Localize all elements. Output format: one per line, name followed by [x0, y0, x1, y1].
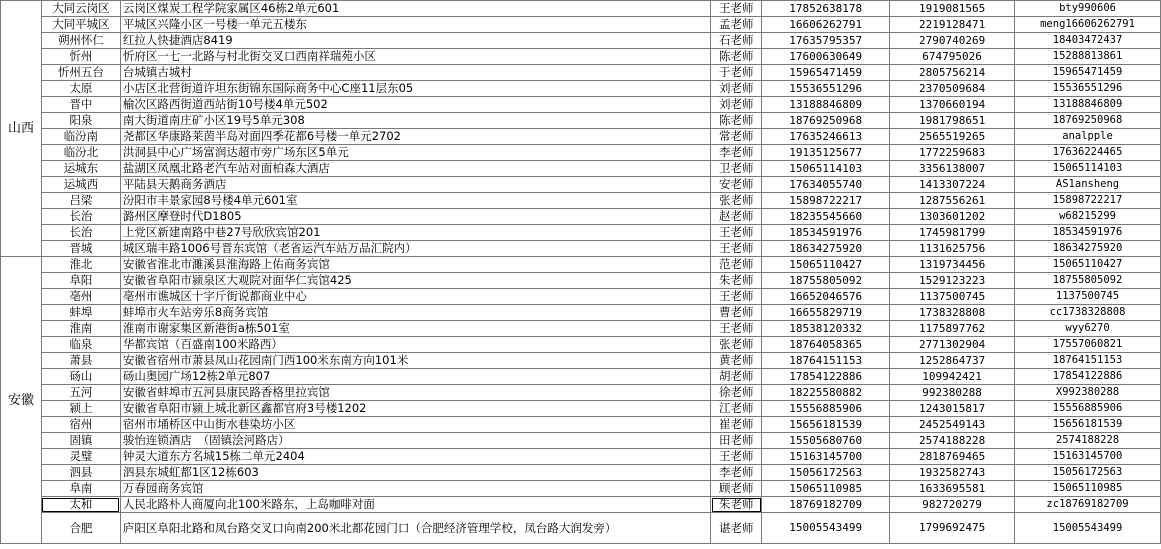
teacher-cell[interactable]: 于老师 [711, 65, 762, 81]
account-cell[interactable]: 18634275920 [1015, 241, 1161, 257]
teacher-cell[interactable]: 张老师 [711, 337, 762, 353]
table-row [1, 385, 1161, 401]
account-cell[interactable]: analpple [1015, 129, 1161, 145]
table-row [1, 97, 1161, 113]
city-cell[interactable]: 大同云岗区 [41, 1, 120, 17]
phone-cell[interactable]: 15898722217 [762, 193, 890, 209]
address-cell[interactable]: 尧都区华康路莱茵半岛对面四季花都6号楼一单元2702 [120, 129, 710, 145]
city-cell[interactable]: 宿州 [41, 417, 120, 433]
table-row [1, 113, 1161, 129]
account-cell[interactable]: 15656181539 [1015, 417, 1161, 433]
city-cell[interactable]: 忻州 [41, 49, 120, 65]
address-cell[interactable]: 安徽省蚌埠市五河县康民路香格里拉宾馆 [120, 385, 710, 401]
teacher-cell[interactable]: 谌老师 [711, 513, 762, 544]
qq-cell[interactable]: 2574188228 [890, 433, 1015, 449]
table-row [1, 177, 1161, 193]
city-cell[interactable]: 灵璧 [41, 449, 120, 465]
province-cell[interactable]: 山西 [1, 1, 42, 257]
table-row [1, 49, 1161, 65]
phone-cell[interactable]: 18538120332 [762, 321, 890, 337]
address-cell[interactable]: 亳州市谯城区十字斤街说都商业中心 [120, 289, 710, 305]
account-cell[interactable]: 15065110427 [1015, 257, 1161, 273]
city-cell[interactable]: 五河 [41, 385, 120, 401]
city-cell[interactable]: 临泉 [41, 337, 120, 353]
phone-cell[interactable]: 17634055740 [762, 177, 890, 193]
qq-cell[interactable]: 1919081565 [890, 1, 1015, 17]
phone-cell[interactable]: 18764151153 [762, 353, 890, 369]
teacher-cell[interactable]: 王老师 [711, 289, 762, 305]
account-cell[interactable]: 15065114103 [1015, 161, 1161, 177]
phone-cell[interactable]: 17635246613 [762, 129, 890, 145]
address-cell[interactable]: 台城镇古城村 [120, 65, 710, 81]
city-cell[interactable]: 晋城 [41, 241, 120, 257]
qq-cell[interactable]: 1131625756 [890, 241, 1015, 257]
city-cell[interactable]: 亳州 [41, 289, 120, 305]
teacher-cell[interactable]: 刘老师 [711, 81, 762, 97]
table-row [1, 161, 1161, 177]
address-cell[interactable]: 潞州区摩登时代D1805 [120, 209, 710, 225]
teacher-cell[interactable]: 胡老师 [711, 369, 762, 385]
qq-cell[interactable]: 674795026 [890, 49, 1015, 65]
city-cell[interactable]: 阜阳 [41, 273, 120, 289]
phone-cell[interactable]: 17852638178 [762, 1, 890, 17]
table-row [1, 401, 1161, 417]
account-cell[interactable]: bty990606 [1015, 1, 1161, 17]
address-cell[interactable]: 平城区兴隆小区一号楼一单元五楼东 [120, 17, 710, 33]
city-cell[interactable]: 长治 [41, 225, 120, 241]
phone-cell[interactable]: 16652046576 [762, 289, 890, 305]
table-row [1, 129, 1161, 145]
phone-cell[interactable]: 15656181539 [762, 417, 890, 433]
qq-cell[interactable]: 1319734456 [890, 257, 1015, 273]
phone-cell[interactable]: 17600630649 [762, 49, 890, 65]
teacher-cell[interactable]: 李老师 [711, 145, 762, 161]
account-cell[interactable]: w68215299 [1015, 209, 1161, 225]
account-cell[interactable]: 17557060821 [1015, 337, 1161, 353]
qq-cell[interactable]: 1287556261 [890, 193, 1015, 209]
city-cell[interactable]: 晋中 [41, 97, 120, 113]
account-cell[interactable]: 18764151153 [1015, 353, 1161, 369]
account-cell[interactable]: cc1738328808 [1015, 305, 1161, 321]
account-cell[interactable]: 15898722217 [1015, 193, 1161, 209]
teacher-cell[interactable]: 卫老师 [711, 161, 762, 177]
account-cell[interactable]: 18769250968 [1015, 113, 1161, 129]
qq-cell[interactable]: 109942421 [890, 369, 1015, 385]
table-row [1, 273, 1161, 289]
teacher-cell[interactable]: 范老师 [711, 257, 762, 273]
address-cell[interactable]: 华都宾馆（百盛南100米路西） [120, 337, 710, 353]
city-cell[interactable]: 太原 [41, 81, 120, 97]
table-row [1, 145, 1161, 161]
phone-cell[interactable]: 18225580882 [762, 385, 890, 401]
qq-cell[interactable]: 1243015817 [890, 401, 1015, 417]
phone-cell[interactable]: 15065110985 [762, 481, 890, 497]
teacher-cell[interactable]: 张老师 [711, 193, 762, 209]
city-cell[interactable]: 临汾北 [41, 145, 120, 161]
account-cell[interactable]: 17636224465 [1015, 145, 1161, 161]
qq-cell[interactable]: 1303601202 [890, 209, 1015, 225]
qq-cell[interactable]: 1738328808 [890, 305, 1015, 321]
teacher-cell[interactable]: 田老师 [711, 433, 762, 449]
teacher-cell[interactable]: 朱老师 [711, 497, 762, 513]
phone-cell[interactable]: 15005543499 [762, 513, 890, 544]
account-cell[interactable]: 1137500745 [1015, 289, 1161, 305]
account-cell[interactable]: 18403472437 [1015, 33, 1161, 49]
teacher-cell[interactable]: 崔老师 [711, 417, 762, 433]
table-row [1, 289, 1161, 305]
account-cell[interactable]: AS1ansheng [1015, 177, 1161, 193]
city-cell[interactable]: 运城西 [41, 177, 120, 193]
qq-cell[interactable]: 1799692475 [890, 513, 1015, 544]
teacher-cell[interactable]: 王老师 [711, 225, 762, 241]
address-cell[interactable]: 钟灵大道东方名城15栋二单元2404 [120, 449, 710, 465]
address-cell[interactable]: 淮南市谢家集区新港街a栋501室 [120, 321, 710, 337]
teacher-cell[interactable]: 常老师 [711, 129, 762, 145]
address-cell[interactable]: 安徽省阜阳市颍上城北新区鑫都官府3号楼1202 [120, 401, 710, 417]
address-cell[interactable]: 骏怡连锁酒店 （固镇浍河路店） [120, 433, 710, 449]
table-row [1, 481, 1161, 497]
qq-cell[interactable]: 3356138007 [890, 161, 1015, 177]
table-row [1, 241, 1161, 257]
account-cell[interactable]: 15965471459 [1015, 65, 1161, 81]
phone-cell[interactable]: 15163145700 [762, 449, 890, 465]
qq-cell[interactable]: 1370660194 [890, 97, 1015, 113]
teacher-cell[interactable]: 徐老师 [711, 385, 762, 401]
qq-cell[interactable]: 1745981799 [890, 225, 1015, 241]
city-cell[interactable]: 合肥 [41, 513, 120, 544]
city-cell[interactable]: 泗县 [41, 465, 120, 481]
teacher-cell[interactable]: 安老师 [711, 177, 762, 193]
address-cell[interactable]: 砀山奥园广场12栋2单元807 [120, 369, 710, 385]
city-cell[interactable]: 太和 [41, 497, 120, 513]
account-cell[interactable]: 15536551296 [1015, 81, 1161, 97]
account-cell[interactable]: zc18769182709 [1015, 497, 1161, 513]
account-cell[interactable]: 15556885906 [1015, 401, 1161, 417]
teacher-cell[interactable]: 陈老师 [711, 113, 762, 129]
table-row [1, 449, 1161, 465]
city-cell[interactable]: 萧县 [41, 353, 120, 369]
table-row [1, 33, 1161, 49]
address-cell[interactable]: 平陆县天鹅商务酒店 [120, 177, 710, 193]
city-cell[interactable]: 蚌埠 [41, 305, 120, 321]
qq-cell[interactable]: 2219128471 [890, 17, 1015, 33]
phone-cell[interactable]: 18534591976 [762, 225, 890, 241]
qq-cell[interactable]: 1981798651 [890, 113, 1015, 129]
teacher-cell[interactable]: 顾老师 [711, 481, 762, 497]
table-row [1, 337, 1161, 353]
account-cell[interactable]: 18755805092 [1015, 273, 1161, 289]
qq-cell[interactable]: 1932582743 [890, 465, 1015, 481]
phone-cell[interactable]: 16606262791 [762, 17, 890, 33]
phone-cell[interactable]: 16655829719 [762, 305, 890, 321]
address-cell[interactable]: 庐阳区阜阳北路和凤台路交叉口向南200米北都花园门口（合肥经济管理学校，凤台路大润发旁） [120, 513, 710, 544]
phone-cell[interactable]: 15536551296 [762, 81, 890, 97]
table-row [1, 257, 1161, 273]
phone-cell[interactable]: 18764058365 [762, 337, 890, 353]
table-row [1, 369, 1161, 385]
phone-cell[interactable]: 19135125677 [762, 145, 890, 161]
phone-cell[interactable]: 18769250968 [762, 113, 890, 129]
phone-cell[interactable]: 15056172563 [762, 465, 890, 481]
city-cell[interactable]: 朔州怀仁 [41, 33, 120, 49]
city-cell[interactable]: 长治 [41, 209, 120, 225]
qq-cell[interactable]: 2565519265 [890, 129, 1015, 145]
address-cell[interactable]: 泗县东城虹都1区12栋603 [120, 465, 710, 481]
qq-cell[interactable]: 2370509684 [890, 81, 1015, 97]
teacher-cell[interactable]: 石老师 [711, 33, 762, 49]
teacher-cell[interactable]: 朱老师 [711, 273, 762, 289]
teacher-cell[interactable]: 孟老师 [711, 17, 762, 33]
account-cell[interactable]: 15163145700 [1015, 449, 1161, 465]
table-row [1, 1, 1161, 17]
city-cell[interactable]: 阜南 [41, 481, 120, 497]
address-cell[interactable]: 云岗区煤炭工程学院家属区46栋2单元601 [120, 1, 710, 17]
table-row [1, 193, 1161, 209]
address-cell[interactable]: 上党区新建南路中巷27号欣欣宾馆201 [120, 225, 710, 241]
table-row [1, 225, 1161, 241]
table-row [1, 433, 1161, 449]
teacher-cell[interactable]: 李老师 [711, 465, 762, 481]
qq-cell[interactable]: 1252864737 [890, 353, 1015, 369]
qq-cell[interactable]: 2818769465 [890, 449, 1015, 465]
account-cell[interactable]: 2574188228 [1015, 433, 1161, 449]
table-row [1, 17, 1161, 33]
city-cell[interactable]: 砀山 [41, 369, 120, 385]
table-row [1, 81, 1161, 97]
address-cell[interactable]: 汾阳市丰景家园8号楼4单元601室 [120, 193, 710, 209]
address-cell[interactable]: 小店区北营街道许坦东街锦东国际商务中心C座11层东05 [120, 81, 710, 97]
table-row [1, 465, 1161, 481]
qq-cell[interactable]: 1137500745 [890, 289, 1015, 305]
address-cell[interactable]: 安徽省淮北市濉溪县淮海路上佑商务宾馆 [120, 257, 710, 273]
city-cell[interactable]: 固镇 [41, 433, 120, 449]
table-row [1, 353, 1161, 369]
teacher-cell[interactable]: 刘老师 [711, 97, 762, 113]
table-row [1, 209, 1161, 225]
qq-cell[interactable]: 2452549143 [890, 417, 1015, 433]
phone-cell[interactable]: 15556885906 [762, 401, 890, 417]
table-row [1, 65, 1161, 81]
address-cell[interactable]: 榆次区路西街道西站街10号楼4单元502 [120, 97, 710, 113]
address-cell[interactable]: 城区瑞丰路1006号晋东宾馆（老省运汽车站万品汇院内） [120, 241, 710, 257]
account-cell[interactable]: 18534591976 [1015, 225, 1161, 241]
address-cell[interactable]: 宿州市埇桥区中山街水巷染坊小区 [120, 417, 710, 433]
phone-cell[interactable]: 18755805092 [762, 273, 890, 289]
city-cell[interactable]: 大同平城区 [41, 17, 120, 33]
address-cell[interactable]: 蚌埠市火车站旁乐8商务宾馆 [120, 305, 710, 321]
address-cell[interactable]: 南大街道南庄矿小区19号5单元308 [120, 113, 710, 129]
address-cell[interactable]: 红拉人快捷酒店8419 [120, 33, 710, 49]
qq-cell[interactable]: 2771302904 [890, 337, 1015, 353]
table-row [1, 417, 1161, 433]
phone-cell[interactable]: 15065110427 [762, 257, 890, 273]
address-cell[interactable]: 洪洞县中心广场富润达超市旁广场东区5单元 [120, 145, 710, 161]
address-cell[interactable]: 忻府区一七一北路与村北街交叉口西南祥瑞苑小区 [120, 49, 710, 65]
city-cell[interactable]: 淮南 [41, 321, 120, 337]
address-cell[interactable]: 盐湖区凤凰北路老汽车站对面柏森大酒店 [120, 161, 710, 177]
city-cell[interactable]: 颍上 [41, 401, 120, 417]
qq-cell[interactable]: 1175897762 [890, 321, 1015, 337]
address-cell[interactable]: 人民北路朴人商厦向北100米路东，上岛咖啡对面 [120, 497, 710, 513]
account-cell[interactable]: meng16606262791 [1015, 17, 1161, 33]
teacher-cell[interactable]: 王老师 [711, 449, 762, 465]
teacher-cell[interactable]: 王老师 [711, 321, 762, 337]
qq-cell[interactable]: 1413307224 [890, 177, 1015, 193]
table-row [1, 321, 1161, 337]
teacher-cell[interactable]: 曹老师 [711, 305, 762, 321]
teacher-cell[interactable]: 江老师 [711, 401, 762, 417]
phone-cell[interactable]: 18769182709 [762, 497, 890, 513]
teacher-cell[interactable]: 赵老师 [711, 209, 762, 225]
qq-cell[interactable]: 2790740269 [890, 33, 1015, 49]
city-cell[interactable]: 淮北 [41, 257, 120, 273]
table-row [1, 497, 1161, 513]
teacher-cell[interactable]: 陈老师 [711, 49, 762, 65]
teacher-cell[interactable]: 王老师 [711, 1, 762, 17]
phone-cell[interactable]: 13188846809 [762, 97, 890, 113]
account-cell[interactable]: 15056172563 [1015, 465, 1161, 481]
city-cell[interactable]: 临汾南 [41, 129, 120, 145]
address-cell[interactable]: 安徽省阜阳市颍泉区大观院对面华仁宾馆425 [120, 273, 710, 289]
phone-cell[interactable]: 18235545660 [762, 209, 890, 225]
account-cell[interactable]: 15005543499 [1015, 513, 1161, 544]
province-cell[interactable]: 安徽 [1, 257, 42, 544]
account-cell[interactable]: wyy6270 [1015, 321, 1161, 337]
qq-cell[interactable]: 2805756214 [890, 65, 1015, 81]
city-cell[interactable]: 阳泉 [41, 113, 120, 129]
qq-cell[interactable]: 1529123223 [890, 273, 1015, 289]
phone-cell[interactable]: 17635795357 [762, 33, 890, 49]
account-cell[interactable]: 15065110985 [1015, 481, 1161, 497]
phone-cell[interactable]: 17854122886 [762, 369, 890, 385]
phone-cell[interactable]: 15965471459 [762, 65, 890, 81]
address-cell[interactable]: 万春园商务宾馆 [120, 481, 710, 497]
qq-cell[interactable]: 992380288 [890, 385, 1015, 401]
phone-cell[interactable]: 18634275920 [762, 241, 890, 257]
phone-cell[interactable]: 15065114103 [762, 161, 890, 177]
account-cell[interactable]: X992380288 [1015, 385, 1161, 401]
account-cell[interactable]: 15288813861 [1015, 49, 1161, 65]
teacher-cell[interactable]: 黄老师 [711, 353, 762, 369]
account-cell[interactable]: 17854122886 [1015, 369, 1161, 385]
city-cell[interactable]: 运城东 [41, 161, 120, 177]
address-cell[interactable]: 安徽省宿州市萧县凤山花园南门西100米东南方向101米 [120, 353, 710, 369]
phone-cell[interactable]: 15505680760 [762, 433, 890, 449]
qq-cell[interactable]: 1772259683 [890, 145, 1015, 161]
city-cell[interactable]: 忻州五台 [41, 65, 120, 81]
account-cell[interactable]: 13188846809 [1015, 97, 1161, 113]
table-row [1, 513, 1161, 544]
table-row [1, 305, 1161, 321]
city-cell[interactable]: 吕梁 [41, 193, 120, 209]
qq-cell[interactable]: 982720279 [890, 497, 1015, 513]
qq-cell[interactable]: 1633695581 [890, 481, 1015, 497]
teacher-cell[interactable]: 王老师 [711, 241, 762, 257]
